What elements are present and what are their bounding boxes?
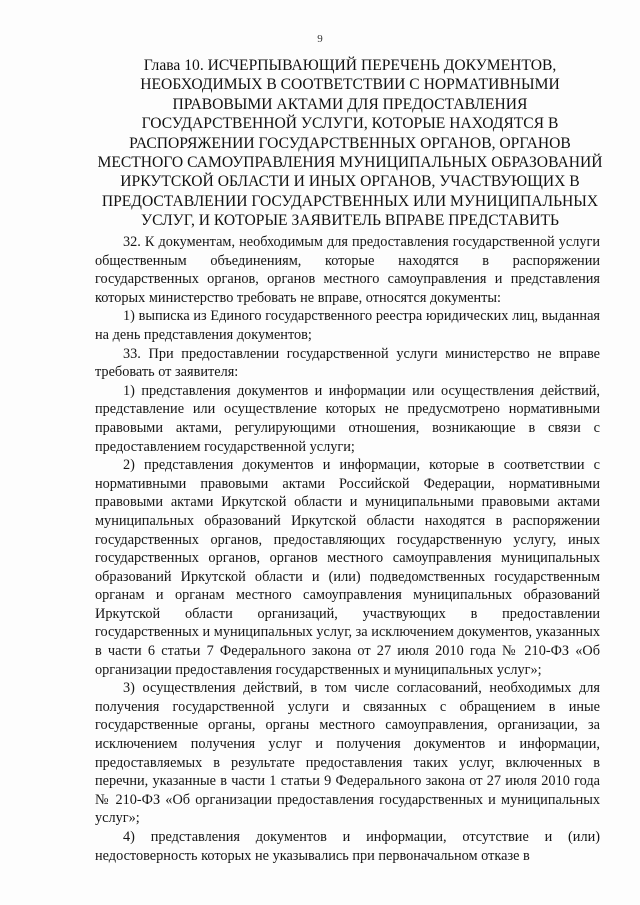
- paragraph-33-item-1: 1) представления документов и информации или осуществления действий, представление или осуществление которых не предусмотрено нормативными правовыми актами, регулирующими отношения, возникающие в связи с предоставлением государственной услуги;: [95, 382, 600, 455]
- page-number: 9: [317, 33, 323, 45]
- paragraph-33-item-3: 3) осуществления действий, в том числе согласований, необходимых для получения государственной услуги и связанных с обращением в иные государственные органы, органы местного самоуправления, организации, за исключением получения услуг и получения документов и информации, предоставляемых в результате предоставления таких услуг, включенных в перечни, указанные в части 1 статьи 9 Федерального закона от 27 июля 2010 года № 210-ФЗ «Об организации предоставления государственных и муниципальных услуг»;: [95, 680, 600, 827]
- paragraph-33: 33. При предоставлении государственной услуги министерство не вправе требовать от заявителя:: [95, 345, 600, 381]
- paragraph-33-item-2: 2) представления документов и информации, которые в соответствии с нормативными правовыми актами Российской Федерации, нормативными правовыми актами Иркутской области и муниципальными правовыми актами муниципальных образований Иркутской области находятся в распоряжении государственных органов, предоставляющих государственную услугу, иных государственных органов, органов местного самоуправления муниципальных образований Иркутской области и (или) подведомственных государственным органам и органам местного самоуправления муниципальных образований Иркутской области организаций, участвующих в предоставлении государственных и муниципальных услуг, за исключением документов, указанных в части 6 статьи 7 Федерального закона от 27 июля 2010 года № 210-ФЗ «Об организации предоставления государственных и муниципальных услуг»;: [95, 457, 600, 678]
- paragraph-33-item-4: 4) представления документов и информации, отсутствие и (или) недостоверность которых не указывались при первоначальном отказе в: [95, 829, 600, 864]
- paragraph-32: 32. К документам, необходимым для предоставления государственной услуги общественным объединениям, которые находятся в распоряжении государственных органов, органов местного самоуправления и представления которых министерство требовать не вправе, относятся документы:: [95, 234, 600, 306]
- document-body: [95, 233, 600, 865]
- paragraph-32-item-1: 1) выписка из Единого государственного реестра юридических лиц, выданная на день представления документов;: [95, 308, 600, 343]
- chapter-heading: Глава 10. ИСЧЕРПЫВАЮЩИЙ ПЕРЕЧЕНЬ ДОКУМЕНТОВ, НЕОБХОДИМЫХ В СООТВЕТСТВИИ С НОРМАТИВНЫМИ ПРАВОВЫМИ АКТАМИ ДЛЯ ПРЕДОСТАВЛЕНИЯ ГОСУДАРСТВЕННОЙ УСЛУГИ, КОТОРЫЕ НАХОДЯТСЯ В РАСПОРЯЖЕНИИ ГОСУДАРСТВЕННЫХ ОРГАНОВ, ОРГАНОВ МЕСТНОГО САМОУПРАВЛЕНИЯ МУНИЦИПАЛЬНЫХ ОБРАЗОВАНИЙ ИРКУТСКОЙ ОБЛАСТИ И ИНЫХ ОРГАНОВ, УЧАСТВУЮЩИХ В ПРЕДОСТАВЛЕНИИ ГОСУДАРСТВЕННЫХ ИЛИ МУНИЦИПАЛЬНЫХ УСЛУГ, И КОТОРЫЕ ЗАЯВИТЕЛЬ ВПРАВЕ ПРЕДСТАВИТЬ: [97, 57, 603, 230]
